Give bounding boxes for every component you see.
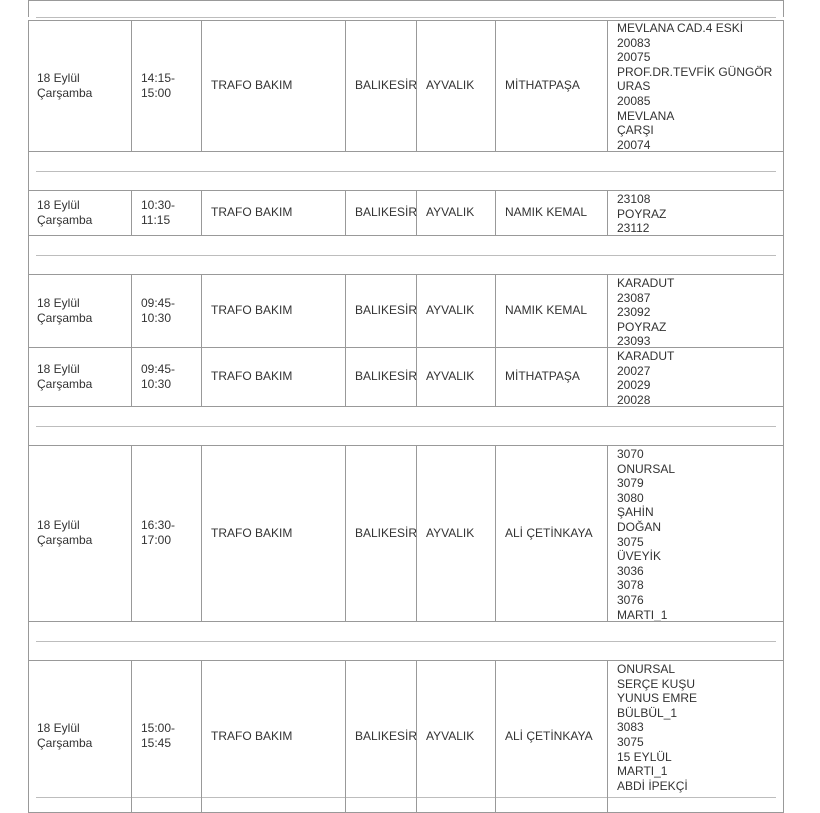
table-border <box>28 621 29 660</box>
power-outage-table <box>28 0 784 812</box>
date-cell-text: 18 Eylül Çarşamba <box>37 295 93 325</box>
district-cell <box>426 445 501 621</box>
district-cell-text: AYVALIK <box>426 78 475 93</box>
reason-cell <box>211 20 351 151</box>
column-border <box>201 347 202 406</box>
streets-cell <box>617 21 779 151</box>
column-border <box>783 347 784 406</box>
neighborhood-cell <box>505 347 617 406</box>
column-border <box>131 347 132 406</box>
reason-cell-text: TRAFO BAKIM <box>211 525 293 540</box>
district-cell <box>426 274 501 347</box>
city-cell-text: BALIKESİR <box>355 728 418 743</box>
district-cell <box>426 660 501 812</box>
reason-cell-text: TRAFO BAKIM <box>211 369 293 384</box>
neighborhood-cell-text: ALİ ÇETİNKAYA <box>505 728 593 743</box>
city-cell-text: BALIKESİR <box>355 205 418 220</box>
neighborhood-cell <box>505 274 617 347</box>
time-cell <box>141 20 199 151</box>
column-border <box>201 20 202 151</box>
reason-cell <box>211 274 351 347</box>
district-cell-text: AYVALIK <box>426 303 475 318</box>
spacer-row-divider <box>36 255 776 256</box>
table-border <box>28 0 784 1</box>
time-cell <box>141 660 199 812</box>
spacer-row-divider <box>36 171 776 172</box>
streets-cell <box>617 662 779 812</box>
neighborhood-cell-text: NAMIK KEMAL <box>505 303 588 318</box>
table-border <box>783 621 784 660</box>
city-cell-text: BALIKESİR <box>355 78 418 93</box>
streets-cell <box>617 276 779 347</box>
streets-list: 3070 ONURSAL 3079 3080 ŞAHİN DOĞAN 3075 ÜVEYİK 3036 3078 3076 MARTI_1 <box>617 447 676 621</box>
row-border <box>28 406 784 407</box>
table-border <box>783 235 784 274</box>
column-border <box>131 274 132 347</box>
time-cell-text: 14:15- 15:00 <box>141 70 176 100</box>
column-border <box>201 274 202 347</box>
table-border <box>783 0 784 17</box>
streets-cell <box>617 349 779 406</box>
neighborhood-cell <box>505 20 617 151</box>
column-border <box>28 445 29 621</box>
time-cell <box>141 445 199 621</box>
column-border <box>28 20 29 151</box>
date-cell-text: 18 Eylül Çarşamba <box>37 518 93 547</box>
spacer-row-divider <box>36 641 776 642</box>
table-border <box>783 406 784 445</box>
streets-list: 23108 POYRAZ 23112 <box>617 192 667 235</box>
table-border <box>28 235 29 274</box>
date-cell <box>37 20 127 151</box>
streets-cell <box>617 447 779 621</box>
date-cell-text: 18 Eylül Çarşamba <box>37 70 93 100</box>
district-cell-text: AYVALIK <box>426 205 475 220</box>
time-cell-text: 10:30- 11:15 <box>141 197 176 227</box>
time-cell-text: 16:30- 17:00 <box>141 518 176 547</box>
city-cell-text: BALIKESİR <box>355 369 418 384</box>
row-border <box>28 151 784 152</box>
date-cell <box>37 660 127 812</box>
column-border <box>201 660 202 812</box>
column-border <box>783 445 784 621</box>
time-cell-text: 09:45- 10:30 <box>141 361 176 391</box>
row-border <box>28 621 784 622</box>
streets-list: KARADUT 20027 20029 20028 <box>617 349 675 406</box>
reason-cell <box>211 347 351 406</box>
row-border <box>28 235 784 236</box>
district-cell <box>426 190 501 235</box>
neighborhood-cell-text: ALİ ÇETİNKAYA <box>505 525 593 540</box>
column-border <box>783 660 784 812</box>
column-border <box>28 190 29 235</box>
reason-cell <box>211 660 351 812</box>
neighborhood-cell-text: MİTHATPAŞA <box>505 78 580 93</box>
column-border <box>201 190 202 235</box>
time-cell <box>141 347 199 406</box>
column-border <box>131 190 132 235</box>
city-cell <box>355 347 425 406</box>
spacer-row-divider <box>36 426 776 427</box>
reason-cell-text: TRAFO BAKIM <box>211 728 293 743</box>
column-border <box>783 274 784 347</box>
column-border <box>131 660 132 812</box>
column-border <box>201 445 202 621</box>
table-border <box>28 406 29 445</box>
city-cell <box>355 445 425 621</box>
district-cell-text: AYVALIK <box>426 728 475 743</box>
time-cell-text: 15:00- 15:45 <box>141 721 176 750</box>
streets-list: KARADUT 23087 23092 POYRAZ 23093 <box>617 276 675 347</box>
column-border <box>783 190 784 235</box>
date-cell <box>37 445 127 621</box>
city-cell <box>355 274 425 347</box>
city-cell <box>355 660 425 812</box>
column-border <box>131 445 132 621</box>
column-border <box>783 20 784 151</box>
district-cell-text: AYVALIK <box>426 369 475 384</box>
date-cell <box>37 347 127 406</box>
spacer-row-divider <box>36 17 776 18</box>
column-border <box>131 20 132 151</box>
city-cell-text: BALIKESİR <box>355 525 418 540</box>
streets-list: ONURSAL SERÇE KUŞU YUNUS EMRE BÜLBÜL_1 3083 3075 15 EYLÜL MARTI_1 ABDİ İPEKÇİ <box>617 662 698 793</box>
district-cell <box>426 20 501 151</box>
reason-cell <box>211 445 351 621</box>
time-cell-text: 09:45- 10:30 <box>141 295 176 325</box>
neighborhood-cell <box>505 445 617 621</box>
neighborhood-cell <box>505 660 617 812</box>
column-border <box>28 274 29 347</box>
time-cell <box>141 190 199 235</box>
date-cell <box>37 190 127 235</box>
city-cell <box>355 20 425 151</box>
streets-cell <box>617 192 779 235</box>
column-border <box>28 347 29 406</box>
district-cell-text: AYVALIK <box>426 525 475 540</box>
table-border <box>28 0 29 17</box>
date-cell-text: 18 Eylül Çarşamba <box>37 361 93 391</box>
date-cell-text: 18 Eylül Çarşamba <box>37 721 93 750</box>
column-border <box>28 660 29 812</box>
city-cell <box>355 190 425 235</box>
neighborhood-cell <box>505 190 617 235</box>
streets-list: MEVLANA CAD.4 ESKİ 20083 20075 PROF.DR.TEVFİK GÜNGÖR URAS 20085 MEVLANA ÇARŞI 20074 <box>617 21 773 151</box>
neighborhood-cell-text: NAMIK KEMAL <box>505 205 588 220</box>
reason-cell-text: TRAFO BAKIM <box>211 205 293 220</box>
district-cell <box>426 347 501 406</box>
neighborhood-cell-text: MİTHATPAŞA <box>505 369 580 384</box>
reason-cell-text: TRAFO BAKIM <box>211 78 293 93</box>
city-cell-text: BALIKESİR <box>355 303 418 318</box>
table-border <box>28 151 29 190</box>
table-border <box>783 151 784 190</box>
reason-cell <box>211 190 351 235</box>
reason-cell-text: TRAFO BAKIM <box>211 303 293 318</box>
time-cell <box>141 274 199 347</box>
date-cell <box>37 274 127 347</box>
date-cell-text: 18 Eylül Çarşamba <box>37 197 93 227</box>
